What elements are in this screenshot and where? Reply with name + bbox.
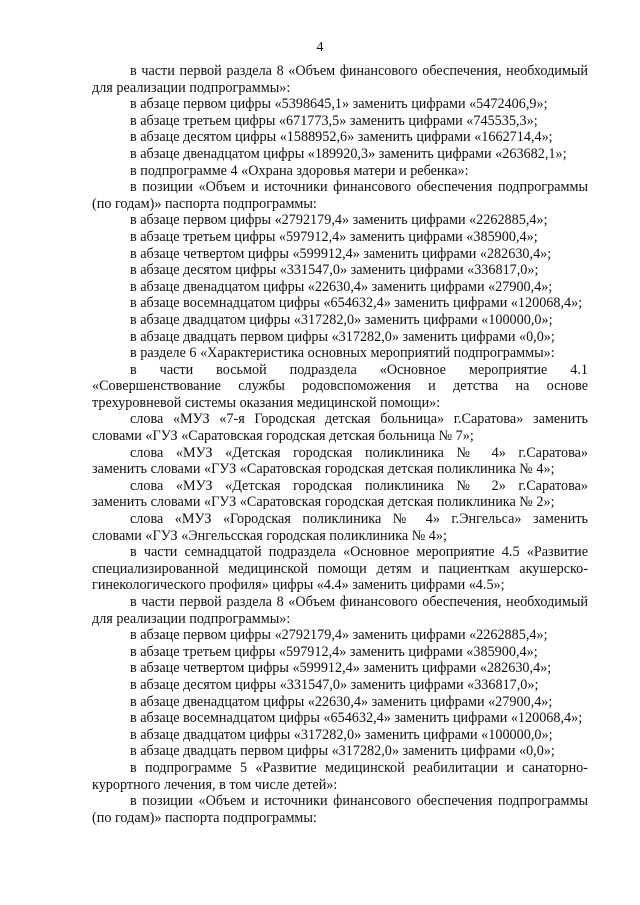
text-line: в абзаце двадцатом цифры «317282,0» заменить цифрами «100000,0»; <box>130 311 553 328</box>
text-line: слова «МУЗ «Детская городская поликлиника № 2» г.Саратова» <box>130 477 588 494</box>
text-line: словами «ГУЗ «Саратовская городская детская больница № 7»; <box>92 428 474 445</box>
text-line: в позиции «Объем и источники финансового обеспечения подпрограммы <box>130 179 588 196</box>
text-line: в части первой раздела 8 «Объем финансового обеспечения, необходимый <box>130 594 588 610</box>
text-line: для реализации подпрограммы»: <box>92 79 291 96</box>
page-number: 4 <box>316 40 324 55</box>
text-line: в абзаце первом цифры «2792179,4» заменить цифрами «2262885,4»; <box>130 627 548 644</box>
text-line: в абзаце восемнадцатом цифры «654632,4» заменить цифрами «120068,4»; <box>130 295 583 312</box>
text-line: в абзаце десятом цифры «1588952,6» заменить цифрами «1662714,4»; <box>130 129 553 146</box>
text-line: в абзаце первом цифры «2792179,4» заменить цифрами «2262885,4»; <box>130 212 548 229</box>
text-line: специализированной медицинской помощи детям и пациенткам акушерско- <box>92 560 588 577</box>
text-line: в части первой раздела 8 «Объем финансового обеспечения, необходимый <box>130 63 588 79</box>
text-line: в абзаце третьем цифры «597912,4» заменить цифрами «385900,4»; <box>130 643 538 660</box>
text-line: в абзаце четвертом цифры «599912,4» заменить цифрами «282630,4»; <box>130 245 552 262</box>
text-line: в части семнадцатой подраздела «Основное мероприятие 4.5 «Развитие <box>130 544 588 561</box>
text-line: (по годам)» паспорта подпрограммы: <box>92 809 317 826</box>
text-line: в абзаце двенадцатом цифры «22630,4» заменить цифрами «27900,4»; <box>130 278 553 295</box>
text-line: «Совершенствование службы родовспоможения и детства на основе <box>92 378 588 395</box>
text-line: в абзаце десятом цифры «331547,0» заменить цифрами «336817,0»; <box>130 676 539 693</box>
text-line: в абзаце четвертом цифры «599912,4» заменить цифрами «282630,4»; <box>130 660 552 677</box>
text-line: в абзаце третьем цифры «671773,5» заменить цифрами «745535,3»; <box>130 112 538 129</box>
text-line: в абзаце двадцатом цифры «317282,0» заменить цифрами «100000,0»; <box>130 726 553 743</box>
text-line: в абзаце двенадцатом цифры «22630,4» заменить цифрами «27900,4»; <box>130 693 553 710</box>
text-line: трехуровневой системы оказания медицинской помощи»: <box>92 394 441 411</box>
text-line: в разделе 6 «Характеристика основных мероприятий подпрограммы»: <box>130 345 555 362</box>
document-body <box>92 63 588 826</box>
text-line: в подпрограмме 4 «Охрана здоровья матери и ребенка»: <box>130 162 469 179</box>
text-line: в абзаце восемнадцатом цифры «654632,4» заменить цифрами «120068,4»; <box>130 710 583 727</box>
text-line: в подпрограмме 5 «Развитие медицинской реабилитации и санаторно- <box>130 759 588 776</box>
text-line: в абзаце двадцать первом цифры «317282,0» заменить цифрами «0,0»; <box>130 743 555 760</box>
text-line: в части восьмой подраздела «Основное мероприятие 4.1 <box>130 361 588 378</box>
text-line: в абзаце десятом цифры «331547,0» заменить цифрами «336817,0»; <box>130 262 539 279</box>
text-line: заменить словами «ГУЗ «Саратовская городская детская поликлиника № 2»; <box>92 494 555 511</box>
text-line: (по годам)» паспорта подпрограммы: <box>92 195 317 212</box>
text-line: в позиции «Объем и источники финансового обеспечения подпрограммы <box>130 793 588 810</box>
text-line: словами «ГУЗ «Энгельсская городская поликлиника № 4»; <box>92 527 447 544</box>
text-line: в абзаце третьем цифры «597912,4» заменить цифрами «385900,4»; <box>130 228 538 245</box>
text-line: слова «МУЗ «Городская поликлиника № 4» г.Энгельса» заменить <box>130 511 588 528</box>
text-line: для реализации подпрограммы»: <box>92 610 291 627</box>
text-line: в абзаце первом цифры «5398645,1» заменить цифрами «5472406,9»; <box>130 96 548 113</box>
text-line: слова «МУЗ «Детская городская поликлиника № 4» г.Саратова» <box>130 444 588 461</box>
text-line: курортного лечения, в том числе детей»: <box>92 776 338 793</box>
text-line: заменить словами «ГУЗ «Саратовская городская детская поликлиника № 4»; <box>92 461 555 478</box>
text-line: в абзаце двадцать первом цифры «317282,0» заменить цифрами «0,0»; <box>130 328 555 345</box>
text-line: гинекологического профиля» цифры «4.4» заменить цифрами «4.5»; <box>92 577 505 594</box>
text-line: в абзаце двенадцатом цифры «189920,3» заменить цифрами «263682,1»; <box>130 145 567 162</box>
text-line: слова «МУЗ «7-я Городская детская больница» г.Саратова» заменить <box>130 411 588 428</box>
